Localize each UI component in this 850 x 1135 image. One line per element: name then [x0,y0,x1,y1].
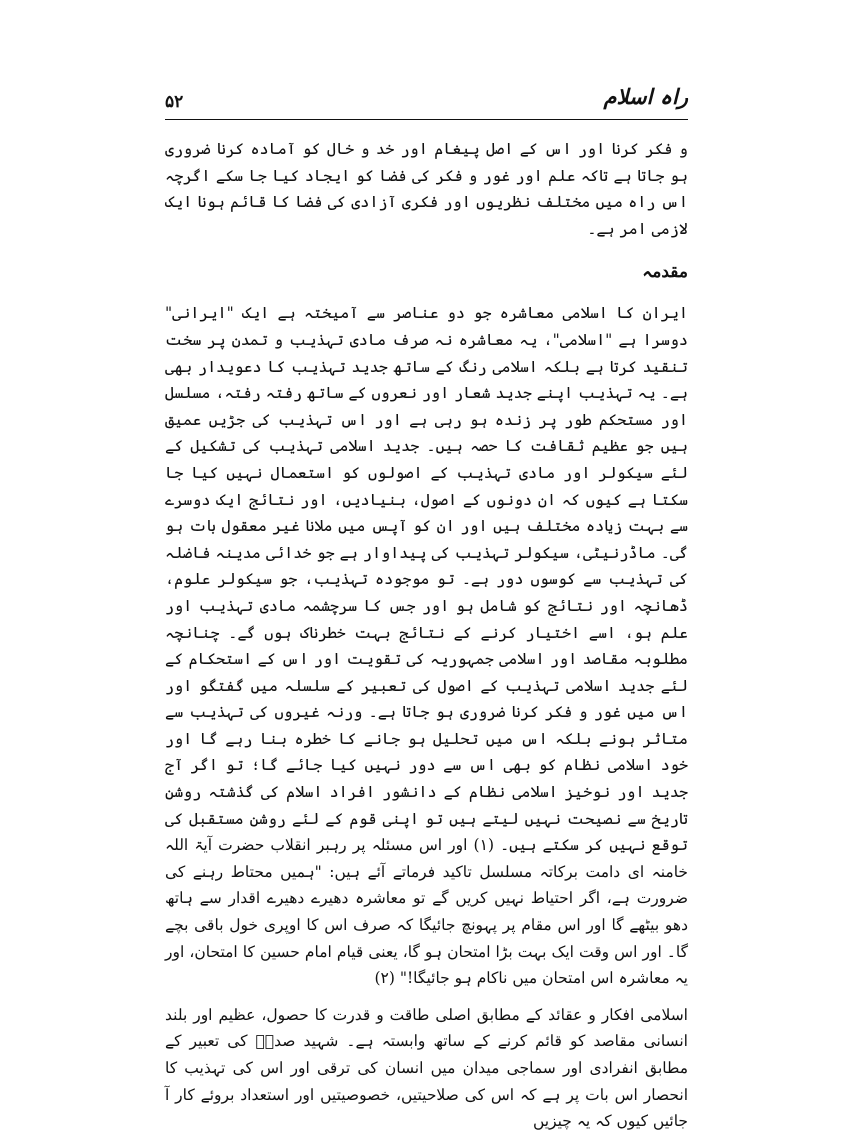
header-divider [165,119,688,120]
running-title: راہ اسلام [603,84,688,109]
page-header [165,84,688,124]
page-number: ۵۲ [165,92,184,112]
page-body [165,136,688,1135]
section-heading: مقدمہ [642,262,688,283]
body-paragraph-1: ایران کا اسلامی معاشرہ جو دو عناصر سے آمیختہ ہے ایک "ایرانی" دوسرا ہے "اسلامی"، یہ معاشرہ نہ صرف مادی تہذیب و تمدن پر سخت تنقید کرتا ہے بلکہ اسلامی رنگ کے ساتھ جدید تہذیب کا دعویدار بھی ہے۔ یہ تہذیب اپنے جدید شعار اور نعروں کے ساتھ رفتہ رفتہ، مسلسل اور مستحکم طور پر زندہ ہو رہی ہے اور اس تہذیب کی جڑیں عمیق ہیں جو عظیم ثقافت کا حصہ ہیں۔ جدید اسلامی تہذیب کی تشکیل کے لئے سیکولر اور مادی تہذیب کے اصولوں کو استعمال نہیں کیا جا سکتا ہے کیوں کہ ان دونوں کے اصول، بنیادیں، اور نتائج ایک دوسرے سے بہت زیادہ مختلف ہیں اور ان کو آپس میں ملانا غیر معقول بات ہو گی۔ ماڈرنیٹی، سیکولر تہذیب کی پیداوار ہے جو خدائی مدینہ فاضلہ کی تہذیب سے کوسوں دور ہے۔ تو موجودہ تہذیب، جو سیکولر علوم، ڈھانچہ اور نتائج کو شامل ہو اور جس کا سرچشمہ مادی تہذیب اور علم ہو، اسے اختیار کرنے کے نتائج بہت خطرناک ہوں گے۔ چنانچہ مطلوبہ مقاصد اور اسلامی جمہوریہ کی تقویت اور اس کے استحکام کے لئے جدید اسلامی تہذیب کے اصول کی تعبیر کے سلسلہ میں گفتگو اور اس میں غور و فکر کرنا ضروری ہو جاتا ہے۔ ورنہ غیروں کی تہذیب سے متاثر ہونے بلکہ اس میں تحلیل ہو جانے کا خطرہ بنا رہے گا اور خود اسلامی نظام کو بھی اس سے دور نہیں کیا جائے گا؛ تو اگر آج جدید اور نوخیز اسلامی نظام کے دانشور افراد اسلام کی گذشتہ روشن تاریخ سے نصیحت نہیں لیتے ہیں تو اپنی قوم کے لئے روشن مستقبل کی توقع نہیں کر سکتے ہیں۔ (۱) اور اس مسئلہ پر رہبر انقلاب حضرت آیۃ اللہ خامنہ ای دامت برکاتہ مسلسل تاکید فرماتے آئے ہیں: "ہمیں محتاط رہنے کی ضرورت ہے، اگر احتیاط نہیں کریں گے تو معاشرہ دھیرے دھیرے اقدار سے ہاتھ دھو بیٹھے گا اور اس مقام پر پہونچ جائیگا کہ صرف اس کا اوپری خول باقی بچے گا۔ اور اس وقت ایک بہت بڑا امتحان ہو گا، یعنی قیام امام حسین کا امتحان، اور یہ معاشرہ اس امتحان میں ناکام ہو جائیگا!" (۲) [165,304,688,988]
intro-paragraph: و فکر کرنا اور اس کے اصل پیغام اور خد و خال کو آمادہ کرنا ضروری ہو جاتا ہے تاکہ علم اور غور و فکر کی فضا کو ایجاد کیا جا سکے اگرچہ اس راہ میں مختلف نظریوں اور فکری آزادی کی فضا کا قائم ہونا ایک لازمی امر ہے۔ [165,140,688,238]
body-paragraph-2: اسلامی افکار و عقائد کے مطابق اصلی طاقت و قدرت کا حصول، عظیم اور بلند انسانی مقاصد کو قائم کرنے کے ساتھ وابستہ ہے۔ شہید صدرؒ کی تعبیر کے مطابق انفرادی اور سماجی میدان میں انسان کی ترقی اور اس کی تہذیب کا انحصار اس بات پر ہے کہ اس کی صلاحیتیں، خصوصیتیں اور استعداد بروئے کار آ جائیں کیوں کہ یہ چیزیں [165,1005,688,1131]
